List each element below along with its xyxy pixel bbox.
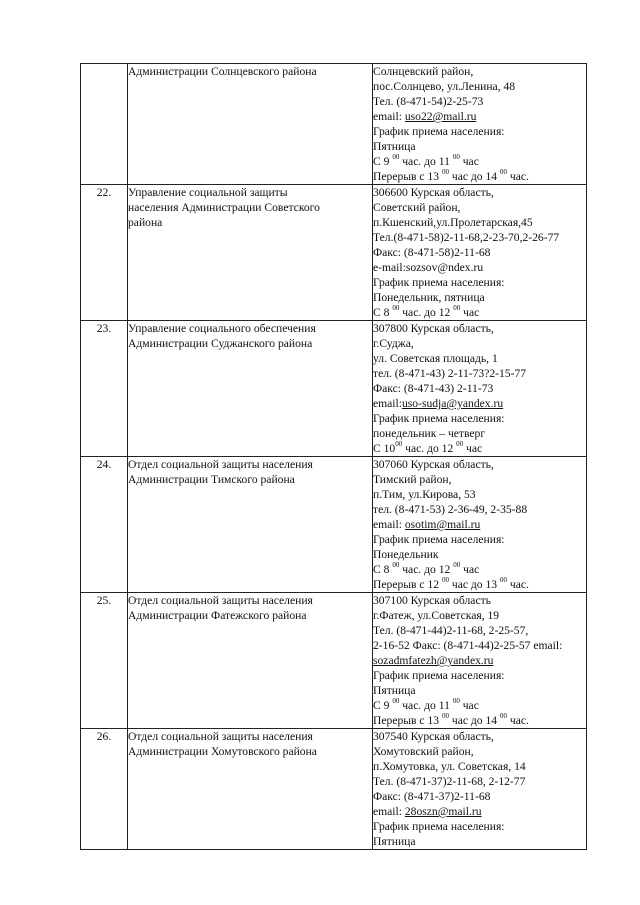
contact-line: [373, 517, 586, 532]
contact-text: Тел. (8-471-54)2-25-73: [373, 95, 484, 108]
contact-text: Пятница: [373, 835, 416, 848]
table-row: [81, 593, 587, 729]
contact-text: 307800 Курская область,: [373, 322, 494, 335]
contact-text: час. до 12: [399, 563, 454, 576]
contact-text: час.: [506, 714, 529, 727]
contact-text: час до 14: [448, 170, 500, 183]
contact-text: 306600 Курская область,: [373, 186, 494, 199]
contact-line: [373, 124, 586, 139]
contact-line: [373, 441, 586, 456]
email-link[interactable]: 28oszn@mail.ru: [404, 805, 482, 818]
contact-line: [373, 94, 586, 109]
organization-name: [128, 185, 373, 321]
organization-line: района: [128, 216, 163, 229]
contact-line: [373, 79, 586, 94]
contact-text: График приема населения:: [373, 276, 505, 289]
time-minutes: 00: [441, 576, 449, 585]
contact-line: [373, 683, 586, 698]
table-body: [81, 64, 587, 850]
contact-line: [373, 245, 586, 260]
time-minutes: 00: [452, 697, 460, 706]
time-minutes: 00: [392, 304, 400, 313]
organization-name: [128, 729, 373, 850]
organization-name: [128, 457, 373, 593]
contact-text: 307060 Курская область,: [373, 458, 494, 471]
contact-line: [373, 64, 586, 79]
contact-text: п.Кшенский,ул.Пролетарская,45: [373, 216, 533, 229]
time-minutes: 00: [392, 561, 400, 570]
contact-text: п.Хомутовка, ул. Советская, 14: [373, 760, 526, 773]
contact-text: Пятница: [373, 140, 416, 153]
contact-text: час. до 12: [399, 306, 454, 319]
contact-text: График приема населения:: [373, 669, 505, 682]
contact-text: час: [459, 699, 479, 712]
contact-line: [373, 185, 586, 200]
contact-line: [373, 472, 586, 487]
contact-line: [373, 608, 586, 623]
row-number: 24.: [81, 457, 128, 593]
contact-line: [373, 593, 586, 608]
contact-text: 2-16-52 Факс: (8-471-44)2-25-57 email:: [373, 639, 563, 652]
contact-text: Перерыв с 12: [373, 578, 442, 591]
contact-text: Понедельник, пятница: [373, 291, 485, 304]
email-link[interactable]: sozadmfatezh@yandex.ru: [373, 654, 494, 667]
contact-line: [373, 290, 586, 305]
contact-text: Советский район,: [373, 201, 461, 214]
contact-line: [373, 759, 586, 774]
contact-text: График приема населения:: [373, 533, 505, 546]
contact-line: [373, 653, 586, 668]
contact-text: Хомутовский район,: [373, 745, 474, 758]
time-minutes: 00: [395, 440, 403, 449]
contact-text: понедельник – четверг: [373, 427, 486, 440]
time-minutes: 00: [453, 304, 461, 313]
contact-text: час: [459, 155, 479, 168]
contact-line: [373, 169, 586, 184]
contact-text: тел. (8-471-53) 2-36-49, 2-35-88: [373, 503, 528, 516]
contact-text: час до 13: [448, 578, 500, 591]
contact-text: тел. (8-471-43) 2-11-73?2-15-77: [373, 367, 527, 380]
contact-line: [373, 230, 586, 245]
contact-text: час: [460, 306, 480, 319]
contact-line: [373, 457, 586, 472]
time-minutes: 00: [499, 712, 507, 721]
contact-line: [373, 426, 586, 441]
contact-line: [373, 623, 586, 638]
contact-text: Тел.(8-471-58)2-11-68,2-23-70,2-26-77: [373, 231, 560, 244]
contact-text: Тимский район,: [373, 473, 452, 486]
time-minutes: 00: [441, 168, 449, 177]
organization-line: Управление социальной защиты: [128, 186, 288, 199]
email-link[interactable]: uso22@mail.ru: [404, 110, 477, 123]
organization-line: Администрации Хомутовского района: [128, 745, 317, 758]
contact-line: [373, 774, 586, 789]
contact-line: [373, 139, 586, 154]
contact-text: пос.Солнцево, ул.Ленина, 48: [373, 80, 516, 93]
table-row: [81, 457, 587, 593]
contact-text: С 9: [373, 699, 393, 712]
contact-text: Солнцевский район,: [373, 65, 474, 78]
contact-text: email:: [373, 110, 405, 123]
organization-line: Отдел социальной защиты населения: [128, 730, 313, 743]
contact-text: email:: [373, 397, 402, 410]
time-minutes: 00: [441, 712, 449, 721]
contact-line: [373, 381, 586, 396]
contact-text: График приема населения:: [373, 125, 505, 138]
row-number: 26.: [81, 729, 128, 850]
contact-text: г.Фатеж, ул.Советская, 19: [373, 609, 500, 622]
contact-text: email:: [373, 518, 405, 531]
contact-text: e-mail:sozsov@ndex.ru: [373, 261, 484, 274]
contact-text: Понедельник: [373, 548, 439, 561]
contact-text: час.: [506, 170, 529, 183]
contact-text: Тел. (8-471-44)2-11-68, 2-25-57,: [373, 624, 529, 637]
contact-line: [373, 834, 586, 849]
contact-line: [373, 804, 586, 819]
contact-line: [373, 668, 586, 683]
organization-line: Администрации Суджанского района: [128, 337, 313, 350]
contact-line: [373, 154, 586, 169]
contact-line: [373, 532, 586, 547]
contact-text: График приема населения:: [373, 412, 505, 425]
row-number: 23.: [81, 321, 128, 457]
contact-text: График приема населения:: [373, 820, 505, 833]
contact-line: [373, 638, 586, 653]
organization-name: [128, 593, 373, 729]
contact-line: [373, 336, 586, 351]
organization-line: населения Администрации Советского: [128, 201, 320, 214]
contact-text: час: [463, 442, 483, 455]
organization-name: [128, 64, 373, 185]
contact-line: [373, 487, 586, 502]
row-number: 25.: [81, 593, 128, 729]
time-minutes: 00: [452, 153, 460, 162]
contact-text: С 8: [373, 563, 393, 576]
contact-text: С 8: [373, 306, 393, 319]
organization-line: Администрации Фатежского района: [128, 609, 307, 622]
contact-line: [373, 396, 586, 411]
contact-details: [373, 457, 587, 593]
contact-text: ул. Советская площадь, 1: [373, 352, 498, 365]
email-link[interactable]: osotim@mail.ru: [404, 518, 481, 531]
contact-line: [373, 547, 586, 562]
table-row: [81, 185, 587, 321]
contact-text: Факс: (8-471-37)2-11-68: [373, 790, 491, 803]
contact-text: Факс: (8-471-58)2-11-68: [373, 246, 491, 259]
email-link[interactable]: uso-sudja@yandex.ru: [401, 397, 504, 410]
contact-line: [373, 744, 586, 759]
row-number: 22.: [81, 185, 128, 321]
time-minutes: 00: [392, 153, 400, 162]
contact-line: [373, 577, 586, 592]
contact-text: г.Суджа,: [373, 337, 414, 350]
organization-line: Администрации Солнцевского района: [128, 65, 317, 78]
organization-name: [128, 321, 373, 457]
time-minutes: 00: [392, 697, 400, 706]
table-row: [81, 64, 587, 185]
contact-details: [373, 593, 587, 729]
contact-text: Тел. (8-471-37)2-11-68, 2-12-77: [373, 775, 526, 788]
contact-line: [373, 819, 586, 834]
contact-line: [373, 502, 586, 517]
row-number: [81, 64, 128, 185]
contact-line: [373, 698, 586, 713]
contact-details: [373, 64, 587, 185]
contact-text: С 10: [373, 442, 396, 455]
contact-details: [373, 321, 587, 457]
contact-line: [373, 789, 586, 804]
table-row: [81, 729, 587, 850]
contact-line: [373, 713, 586, 728]
agencies-table: [80, 63, 587, 850]
contact-line: [373, 351, 586, 366]
contact-line: [373, 562, 586, 577]
contact-text: Факс: (8-471-43) 2-11-73: [373, 382, 494, 395]
organization-line: Отдел социальной защиты населения: [128, 594, 313, 607]
table-row: [81, 321, 587, 457]
contact-line: [373, 275, 586, 290]
contact-text: час: [460, 563, 480, 576]
contact-line: [373, 729, 586, 744]
time-minutes: 00: [499, 576, 507, 585]
contact-details: [373, 729, 587, 850]
time-minutes: 00: [453, 561, 461, 570]
contact-text: п.Тим, ул.Кирова, 53: [373, 488, 476, 501]
time-minutes: 00: [456, 440, 464, 449]
contact-text: 307540 Курская область,: [373, 730, 494, 743]
contact-text: Пятница: [373, 684, 416, 697]
contact-line: [373, 305, 586, 320]
contact-line: [373, 215, 586, 230]
time-minutes: 00: [499, 168, 507, 177]
contact-text: Перерыв с 13: [373, 170, 442, 183]
contact-text: email:: [373, 805, 405, 818]
contact-text: Перерыв с 13: [373, 714, 442, 727]
contact-text: час. до 11: [399, 155, 453, 168]
contact-line: [373, 109, 586, 124]
contact-line: [373, 260, 586, 275]
contact-text: час. до 11: [399, 699, 453, 712]
contact-line: [373, 366, 586, 381]
organization-line: Отдел социальной защиты населения: [128, 458, 313, 471]
contact-text: С 9: [373, 155, 393, 168]
contact-line: [373, 321, 586, 336]
contact-text: час до 14: [448, 714, 500, 727]
contact-details: [373, 185, 587, 321]
organization-line: Управление социального обеспечения: [128, 322, 316, 335]
contact-line: [373, 200, 586, 215]
contact-line: [373, 411, 586, 426]
contact-text: 307100 Курская область: [373, 594, 491, 607]
contact-text: час.: [506, 578, 529, 591]
organization-line: Администрации Тимского района: [128, 473, 295, 486]
contact-text: час. до 12: [402, 442, 457, 455]
